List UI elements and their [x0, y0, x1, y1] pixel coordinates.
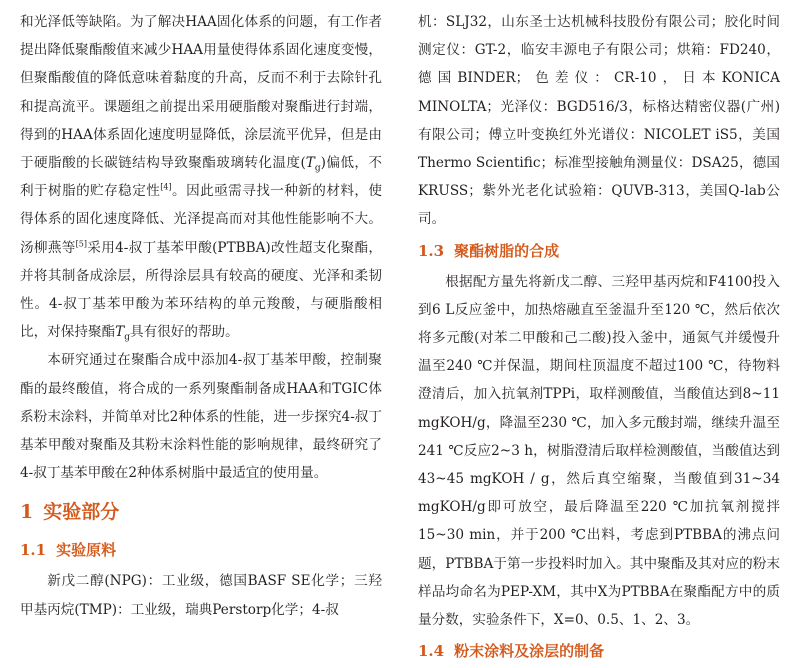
instruments-paragraph: 机：SLJ32，山东圣士达机械科技股份有限公司；胶化时间测定仪：GT-2，临安丰源电子有限公司；烘箱：FD240，德国BINDER；色差仪：CR-10，日本KONICA MINOLTA；光泽仪：BGD516/3，标格达精密仪器(广州)有限公司；傅立叶变换红外光谱仪：NICOLET iS5，美国Thermo Scientific；标准型接触角测量仪：DSA25，德国KRUSS；紫外光老化试验箱：QUVB-313，美国Q-lab公司。	[418, 14, 780, 228]
research-aim-paragraph: 本研究通过在聚酯合成中添加4-叔丁基苯甲酸，控制聚酯的最终酸值，将合成的一系列聚酯制备成HAA和TGIC体系粉末涂料，并简单对比2种体系的性能，进一步探究4-叔丁基苯甲酸对聚酯及其粉末涂料性能的影响规律，最终研究了4-叔丁基苯甲酸在2种体系树脂中最适宜的使用量。	[20, 352, 382, 482]
citation-4: [4]	[160, 182, 172, 192]
materials-paragraph: 新戊二醇(NPG)：工业级，德国BASF SE化学；三羟甲基丙烷(TMP)：工业级，瑞典Perstorp化学；4-叔	[20, 573, 382, 618]
citation-5: [5]	[75, 239, 87, 249]
right-column	[418, 8, 780, 668]
section-1-4-heading: 1.4 粉末涂料及涂层的制备	[418, 642, 605, 661]
synthesis-paragraph: 根据配方量先将新戊二醇、三羟甲基丙烷和F4100投入到6 L反应釜中，加热熔融直至釜温升至120 ℃，然后依次将多元酸(对苯二甲酸和己二酸)投入釜中，通氮气并缓慢升温至240 ℃并保温，期间柱顶温度不超过100 ℃，待物料澄清后，加入抗氧剂TPPi，取样测酸值，当酸值达到8~11 mgKOH/g，降温至230 ℃，加入多元酸封端，继续升温至241 ℃反应2~3 h，树脂澄清后取样检测酸值，当酸值达到43~45 mgKOH / g，然后真空缩聚，当酸值到31~34 mgKOH/g即可放空，最后降温至220 ℃加抗氧剂搅拌15~30 min，并于200 ℃出料，考虑到PTBBA的沸点问题，PTBBA于第一步投料时加入。其中聚酯及其对应的粉末样品均命名为PEP-XM，其中X为PTBBA在聚酯配方中的质量分数，实验条件下，X=0、0.5、1、2、3。	[418, 273, 780, 629]
section-1-3-heading: 1.3 聚酯树脂的合成	[418, 241, 560, 260]
section-1-1-heading: 1.1 实验原料	[20, 541, 117, 560]
section-1-heading: 1 实验部分	[20, 501, 120, 524]
intro-paragraph: 和光泽低等缺陷。为了解决HAA固化体系的问题，有工作者提出降低聚酯酸值来减少HAA用量使得体系固化速度变慢，但聚酯酸值的降低意味着黏度的升高，反而不利于去除针孔和提高流平。课题组之前提出采用硬脂酸对聚酯进行封端，得到的HAA体系固化速度明显降低，涂层流平优异，但是由于硬脂酸的长碳链结构导致聚酯玻璃转化温度$(T_g)$偏低，不利于树脂的贮存稳定性[4]。因此亟需寻找一种新的材料，使得体系的固化速度降低、光泽提高而对其他性能影响不大。汤柳燕等[5]采用4-叔丁基苯甲酸(PTBBA)改性超支化聚酯，并将其制备成涂层，所得涂层具有较高的硬度、光泽和柔韧性。4-叔丁基苯甲酸为苯环结构的单元羧酸，与硬脂酸相比，对保持聚酯$T_g$具有很好的帮助。	[20, 14, 383, 343]
left-column	[20, 8, 382, 624]
